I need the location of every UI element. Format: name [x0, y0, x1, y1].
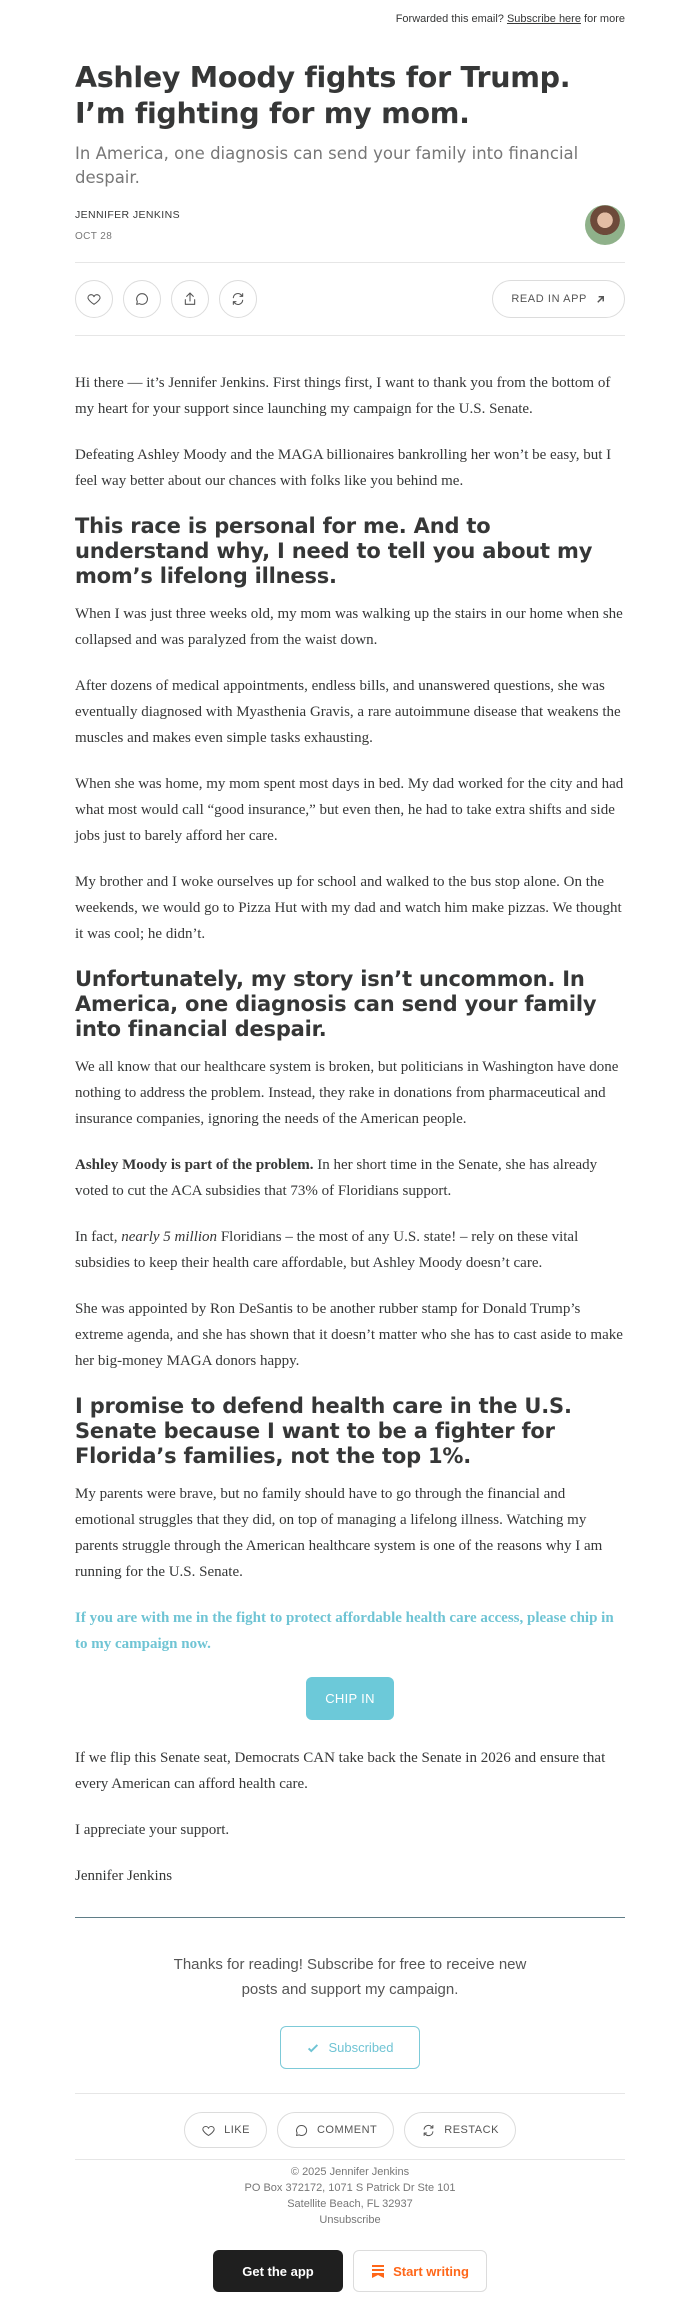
external-arrow-icon: [595, 294, 606, 305]
like-button[interactable]: [75, 280, 113, 318]
donate-link[interactable]: If you are with me in the fight to protect affordable health care access, please chip in to my campaign now.: [75, 1610, 614, 1652]
forwarded-bar: [75, 0, 625, 38]
content-column: [75, 0, 625, 2292]
paragraph: When she was home, my mom spent most days in bed. My dad worked for the city and had what most would call “good insurance,” but even then, he had to take extra shifts and side jobs just to barely afford her care.: [75, 776, 624, 844]
paragraph: When I was just three weeks old, my mom was walking up the stairs in our home when she collapsed and was paralyzed from the waist down.: [75, 606, 623, 648]
substack-logo-icon: [371, 2264, 385, 2278]
forwarded-suffix: for more: [584, 13, 625, 25]
section-heading: This race is personal for me. And to understand why, I need to tell you about my mom’s lifelong illness.: [75, 514, 593, 588]
address-line: Satellite Beach, FL 32937: [287, 2198, 413, 2210]
paragraph: She was appointed by Ron DeSantis to be another rubber stamp for Donald Trump’s extreme agenda, and she has shown that it doesn’t matter who she has to cast aside to make her big-money MAGA donors happy.: [75, 1301, 623, 1369]
post-title[interactable]: Ashley Moody fights for Trump. I’m fighting for my mom.: [75, 61, 571, 130]
subscribe-prompt: [75, 1952, 625, 2002]
italic-text: nearly 5 million: [121, 1229, 218, 1245]
start-writing-label: Start writing: [393, 2263, 469, 2279]
post-body: [75, 370, 625, 1889]
paragraph-text: In her short time in the Senate, she has already voted to cut the ACA subsidies that 73% of Floridians support.: [75, 1157, 598, 1199]
footer-address: [75, 2164, 625, 2228]
paragraph: We all know that our healthcare system is broken, but politicians in Washington have done nothing to address the problem. Instead, they rake in donations from pharmaceutical and insurance companies, ignoring the needs of the American people.: [75, 1059, 619, 1127]
comment-button[interactable]: [123, 280, 161, 318]
paragraph: My parents were brave, but no family should have to go through the financial and emotional struggles that they did, on top of managing a lifelong illness. Watching my parents struggle through the American healthcare system is one of the reasons why I am running for the U.S. Senate.: [75, 1486, 603, 1580]
footer-comment-button[interactable]: [277, 2112, 394, 2148]
post-subtitle: In America, one diagnosis can send your family into financial despair.: [75, 144, 579, 187]
comment-label: COMMENT: [316, 2124, 378, 2136]
divider: [75, 2159, 625, 2160]
paragraph: [75, 1152, 625, 1204]
read-in-app-label: READ IN APP: [511, 293, 587, 305]
paragraph: [75, 1224, 625, 1276]
app-promo: [75, 2250, 625, 2292]
start-writing-button[interactable]: [353, 2250, 487, 2292]
chip-in-button[interactable]: CHIP IN: [306, 1677, 394, 1720]
comment-icon: [294, 2123, 309, 2138]
comment-icon: [134, 291, 150, 307]
restack-icon: [421, 2123, 436, 2138]
footer-like-button[interactable]: [184, 2112, 267, 2148]
footer-actions: [75, 2112, 625, 2148]
divider: [75, 1917, 625, 1918]
subscribed-button[interactable]: [280, 2026, 420, 2069]
paragraph: My brother and I woke ourselves up for school and walked to the bus stop alone. On the weekends, we would go to Pizza Hut with my dad and watch him make pizzas. We thought it was cool; he didn’t.: [75, 874, 622, 942]
byline: [75, 202, 625, 248]
post-actions-bar: [75, 262, 625, 336]
restack-icon: [230, 291, 246, 307]
share-button[interactable]: [171, 280, 209, 318]
paragraph: After dozens of medical appointments, endless bills, and unanswered questions, she was eventually diagnosed with Myasthenia Gravis, a rare autoimmune disease that weakens the muscles and makes even simple tasks exhausting.: [75, 678, 621, 746]
share-icon: [182, 291, 198, 307]
like-label: LIKE: [224, 2124, 250, 2136]
unsubscribe-link[interactable]: Unsubscribe: [319, 2214, 381, 2226]
heart-icon: [86, 291, 102, 307]
paragraph-text: In fact,: [75, 1229, 122, 1245]
paragraph: Defeating Ashley Moody and the MAGA billionaires bankrolling her won’t be easy, but I feel way better about our chances with folks like you behind me.: [75, 447, 612, 489]
subscribed-label: Subscribed: [328, 2040, 394, 2055]
restack-label: RESTACK: [444, 2124, 499, 2136]
paragraph-text: Floridians – the most of any U.S. state! – rely on these vital subsidies to keep their health care affordable, but Ashley Moody doesn’t care.: [75, 1229, 579, 1271]
restack-button[interactable]: [219, 280, 257, 318]
footer-restack-button[interactable]: [404, 2112, 516, 2148]
author-name[interactable]: JENNIFER JENKINS: [75, 208, 180, 221]
read-in-app-button[interactable]: [492, 280, 625, 318]
author-avatar[interactable]: [585, 205, 625, 245]
signature: Jennifer Jenkins: [75, 1868, 173, 1884]
section-heading: Unfortunately, my story isn’t uncommon. In America, one diagnosis can send your family into financial despair.: [75, 967, 597, 1041]
paragraph: If we flip this Senate seat, Democrats CAN take back the Senate in 2026 and ensure that every American can afford health care.: [75, 1750, 606, 1792]
divider: [75, 2093, 625, 2094]
paragraph: I appreciate your support.: [75, 1822, 230, 1838]
heart-icon: [201, 2123, 216, 2138]
post-date: OCT 28: [75, 230, 113, 242]
subscribe-here-link[interactable]: Subscribe here: [506, 13, 581, 25]
bold-text: Ashley Moody is part of the problem.: [75, 1157, 314, 1173]
checkmark-icon: [306, 2041, 320, 2055]
forwarded-prefix: Forwarded this email?: [395, 13, 504, 25]
copyright: © 2025 Jennifer Jenkins: [290, 2166, 410, 2178]
section-heading: I promise to defend health care in the U.S. Senate because I want to be a fighter for Florida’s families, not the top 1%.: [75, 1394, 572, 1468]
subscribe-prompt-line: posts and support my campaign.: [241, 1981, 459, 1998]
paragraph: Hi there — it’s Jennifer Jenkins. First things first, I want to thank you from the bottom of my heart for your support since launching my campaign for the U.S. Senate.: [75, 375, 611, 417]
subscribe-prompt-line: Thanks for reading! Subscribe for free to receive new: [173, 1956, 527, 1973]
get-the-app-button[interactable]: Get the app: [213, 2250, 343, 2292]
address-line: PO Box 372172, 1071 S Patrick Dr Ste 101: [244, 2182, 456, 2194]
